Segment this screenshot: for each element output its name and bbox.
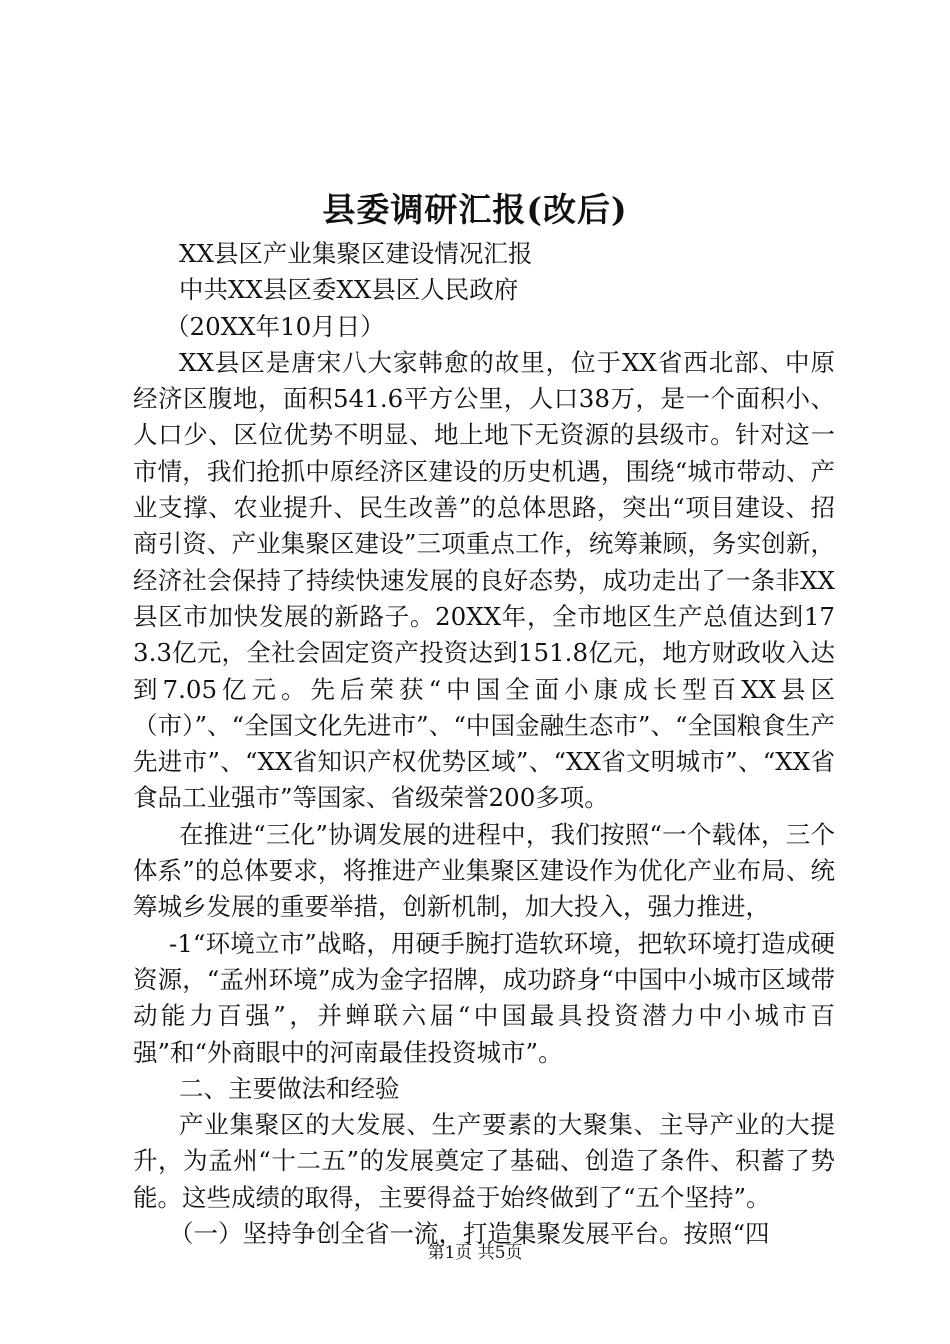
paragraph-overview: XX县区是唐宋八大家韩愈的故里，位于XX省西北部、中原经济区腹地，面积541.6平方公里，人口38万，是一个面积小、人口少、区位优势不明显、地上地下无资源的县级市。针对这一市情，我们抢抓中原经济区建设的历史机遇，围绕“城市带动、产业支撑、农业提升、民生改善”的总体思路，突出“项目建设、招商引资、产业集聚区建设”三项重点工作，统筹兼顾，务实创新，经济社会保持了持续快速发展的良好态势，成功走出了一条非XX县区市加快发展的新路子。20XX年，全市地区生产总值达到173.3亿元，全社会固定资产投资达到151.8亿元，地方财政收入达到7.05亿元。先后荣获“中国全面小康成长型百XX县区（市）”、“全国文化先进市”、“中国金融生态市”、“全国粮食生产先进市”、“XX省知识产权优势区域”、“XX省文明城市”、“XX省食品工业强市”等国家、省级荣誉200多项。 xyxy=(133,347,835,813)
paragraph-coordination: 在推进“三化”协调发展的进程中，我们按照“一个载体，三个体系”的总体要求，将推进产业集聚区建设作为优化产业布局、统筹城乡发展的重要举措，创新机制，加大投入，强力推进， xyxy=(133,819,835,922)
date-line: （20XX年10月日） xyxy=(165,311,385,341)
section-heading: 二、主要做法和经验 xyxy=(179,1073,400,1103)
paragraph-achievements: 产业集聚区的大发展、生产要素的大聚集、主导产业的大提升，为孟州“十二五”的发展奠定了基础、创造了条件、积蓄了势能。这些成绩的取得，主要得益于始终做到了“五个坚持”。 xyxy=(133,1110,835,1212)
document-title: 县委调研汇报(改后) xyxy=(322,190,628,229)
paragraph-item-one: （一）坚持争创全省一流，打造集聚发展平台。按照“四 xyxy=(169,1219,770,1249)
page-number: 第1页 共5页 xyxy=(427,1243,523,1263)
document-body xyxy=(133,236,835,1252)
subtitle-line: XX县区产业集聚区建设情况汇报 xyxy=(179,239,533,268)
paragraph-environment: -1“环境立市”战略，用硬手腕打造软环境，把软环境打造成硬资源，“孟州环境”成为金字招牌，成功跻身“中国中小城市区域带动能力百强”，并蝉联六届“中国最具投资潜力中小城市百强”和“外商眼中的河南最佳投资城市”。 xyxy=(133,928,835,1067)
issuer-line: 中共XX县区委XX县区人民政府 xyxy=(179,275,519,305)
